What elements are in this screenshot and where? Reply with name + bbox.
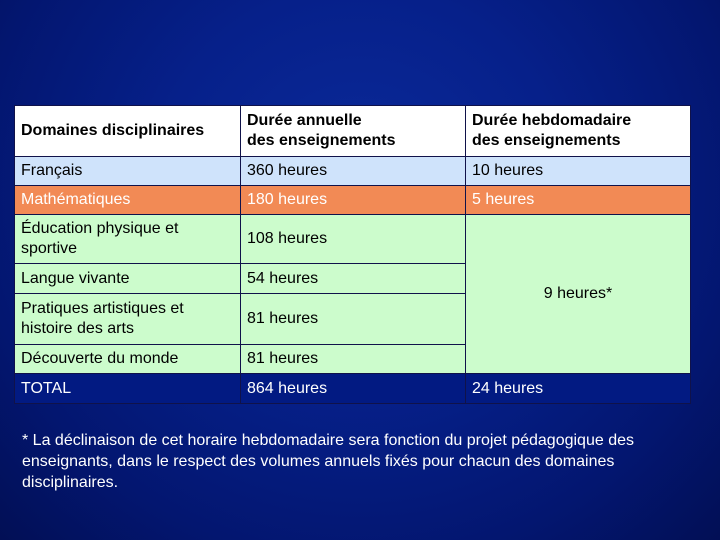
- header-domaines: Domaines disciplinaires: [15, 106, 241, 157]
- domain-cell: Mathématiques: [15, 186, 241, 215]
- merged-weekly-cell: 9 heures*: [466, 215, 691, 374]
- annual-cell: 180 heures: [241, 186, 466, 215]
- weekly-cell: 5 heures: [466, 186, 691, 215]
- domain-cell: Français: [15, 157, 241, 186]
- total-label-cell: TOTAL: [15, 374, 241, 404]
- table-row: [15, 186, 691, 215]
- table-row: [15, 157, 691, 186]
- total-row: [15, 374, 691, 404]
- header-duree-hebdomadaire: [466, 106, 691, 157]
- annual-cell: 81 heures: [241, 294, 466, 345]
- annual-cell: 108 heures: [241, 215, 466, 264]
- table-header-row: [15, 106, 691, 157]
- header-duree-annuelle-line1: Durée annuelle: [247, 112, 362, 129]
- weekly-cell: 10 heures: [466, 157, 691, 186]
- annual-cell: 54 heures: [241, 264, 466, 294]
- header-duree-hebdo-line2: des enseignements: [472, 132, 621, 149]
- domain-cell: Pratiques artistiques et histoire des arts: [15, 294, 241, 345]
- domain-cell: Découverte du monde: [15, 345, 241, 374]
- total-weekly-cell: 24 heures: [466, 374, 691, 404]
- domain-cell: Langue vivante: [15, 264, 241, 294]
- header-duree-hebdo-line1: Durée hebdomadaire: [472, 112, 632, 129]
- domain-cell: Éducation physique et sportive: [15, 215, 241, 264]
- schedule-table: [14, 105, 691, 404]
- header-duree-annuelle: [241, 106, 466, 157]
- header-duree-annuelle-line2: des enseignements: [247, 132, 396, 149]
- annual-cell: 81 heures: [241, 345, 466, 374]
- footnote: * La déclinaison de cet horaire hebdomadaire sera fonction du projet pédagogique des enseignants, dans le respect des volumes annuels fixés pour chacun des domaines disciplinaires.: [22, 432, 634, 491]
- total-annual-cell: 864 heures: [241, 374, 466, 404]
- annual-cell: 360 heures: [241, 157, 466, 186]
- table-row: [15, 215, 691, 264]
